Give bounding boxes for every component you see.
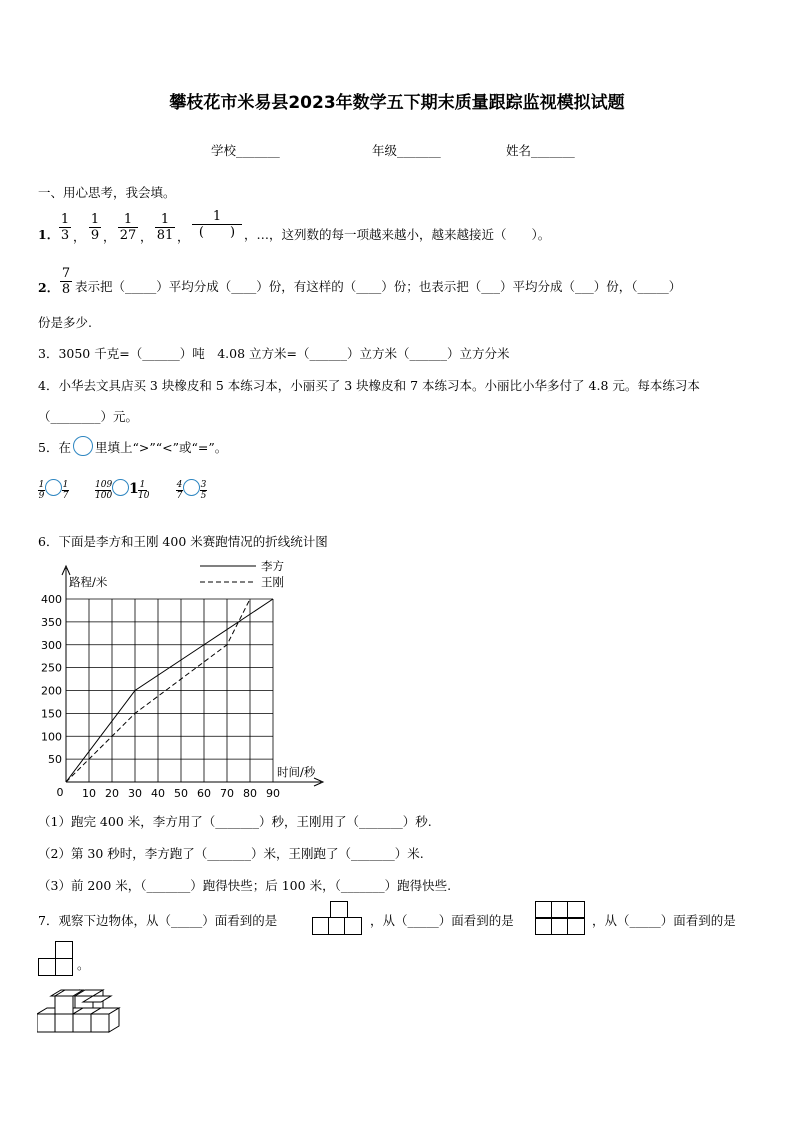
q1-number: 1．: [38, 227, 60, 242]
q5-item1-right: 1 7: [62, 480, 69, 501]
x-tick-label: 70: [220, 787, 234, 800]
q5-item2-whole: 1: [129, 481, 139, 497]
q5-item2-right: 1 10: [138, 480, 150, 501]
q5-suffix: 里填上“>”“<”或“=”。: [95, 440, 228, 455]
grade-field: 年级_______: [372, 143, 441, 158]
y-tick-label: 50: [48, 753, 62, 767]
y-tick-label: 350: [41, 615, 62, 629]
q7-tail: 。: [77, 957, 90, 972]
section-heading: 一、用心思考，我会填。: [38, 185, 176, 200]
q5-item1-left: 1 9: [38, 480, 45, 501]
q5-item3-right: 3 5: [200, 480, 207, 501]
name-field: 姓名_______: [506, 143, 575, 158]
compare-circle-icon: [73, 436, 93, 456]
view-shape-3: [38, 941, 78, 977]
q7-text-mid: ，从（_____）面看到的是: [370, 913, 514, 928]
q1-frac-1: 1 3: [60, 212, 70, 243]
q5-item3-left: 4 7: [176, 480, 183, 501]
x-axis-label: 时间/秒: [277, 765, 316, 779]
q1-text: ，…，这列数的每一项越来越小，越来越接近（ ）。: [244, 227, 551, 242]
y-tick-label: 200: [41, 684, 62, 698]
q5-prefix: 5．在: [38, 440, 71, 455]
q1-comma: ，: [140, 229, 153, 244]
q4-text-cont: （________）元。: [38, 409, 139, 424]
x-tick-label: 40: [151, 787, 165, 800]
q1-comma: ，: [177, 229, 190, 244]
q7-text-end: ，从（_____）面看到的是: [592, 913, 736, 928]
q6-sub2: （2）第 30 秒时，李方跑了（_______）米，王刚跑了（_______）米.: [38, 846, 424, 861]
school-field: 学校_______: [211, 143, 280, 158]
y-axis-arrow: [62, 566, 70, 575]
page-title: 攀枝花市米易县2023年数学五下期末质量跟踪监视模拟试题: [169, 93, 625, 113]
q4-text: 4．小华去文具店买 3 块橡皮和 5 本练习本，小丽买了 3 块橡皮和 7 本练习本。小丽比小华多付了 4.8 元。每本练习本: [38, 378, 700, 393]
y-tick-label: 100: [41, 730, 62, 744]
view-shape-1: [312, 901, 366, 935]
q1-comma: ，: [73, 229, 86, 244]
legend-label: 王刚: [261, 575, 284, 589]
origin-label: 0: [56, 786, 64, 799]
q1-frac-4: 1 81: [156, 212, 174, 243]
y-axis-label: 路程/米: [69, 575, 108, 589]
y-tick-label: 300: [41, 638, 62, 652]
q2-frac: 7 8: [61, 266, 71, 297]
q2-text-cont: 份是多少.: [38, 315, 92, 330]
compare-circle[interactable]: [183, 479, 200, 496]
q6-sub1: （1）跑完 400 米，李方用了（_______）秒，王刚用了（_______）秒.: [38, 814, 432, 829]
x-tick-label: 90: [266, 787, 280, 800]
x-tick-label: 60: [197, 787, 211, 800]
q2-number: 2．: [38, 280, 60, 295]
x-tick-label: 10: [82, 787, 96, 800]
q1-frac-2: 1 9: [90, 212, 100, 243]
y-tick-label: 400: [41, 593, 62, 606]
q3-text: 3．3050 千克=（______）吨 4.08 立方米=（______）立方米（______）立方分米: [38, 346, 510, 361]
x-tick-label: 20: [105, 787, 119, 800]
cube-object: [37, 987, 127, 1037]
legend-label: 李方: [261, 559, 284, 573]
y-tick-label: 250: [41, 661, 62, 675]
compare-circle[interactable]: [45, 479, 62, 496]
x-tick-label: 30: [128, 787, 142, 800]
q1-frac-3: 1 27: [119, 212, 137, 243]
q6-sub3: （3）前 200 米，（_______）跑得快些；后 100 米，（_______）跑得快些.: [38, 878, 452, 893]
compare-circle[interactable]: [112, 479, 129, 496]
x-tick-label: 80: [243, 787, 257, 800]
q5-item2-left: 109 100: [95, 480, 113, 501]
series-line-李方: [66, 599, 273, 782]
x-axis-arrow: [314, 778, 323, 786]
q7-text: 7．观察下边物体，从（_____）面看到的是: [38, 913, 278, 928]
series-line-王刚: [66, 599, 250, 782]
q1-comma: ，: [103, 229, 116, 244]
q6-text: 6．下面是李方和王刚 400 米赛跑情况的折线统计图: [38, 534, 328, 549]
q2-text: 表示把（_____）平均分成（____）份，有这样的（____）份；也表示把（___）平均分成（___）份，（_____）: [75, 279, 682, 294]
x-tick-label: 50: [174, 787, 188, 800]
q1-frac-5: 1 ( ): [192, 209, 242, 240]
y-tick-label: 150: [41, 707, 62, 721]
